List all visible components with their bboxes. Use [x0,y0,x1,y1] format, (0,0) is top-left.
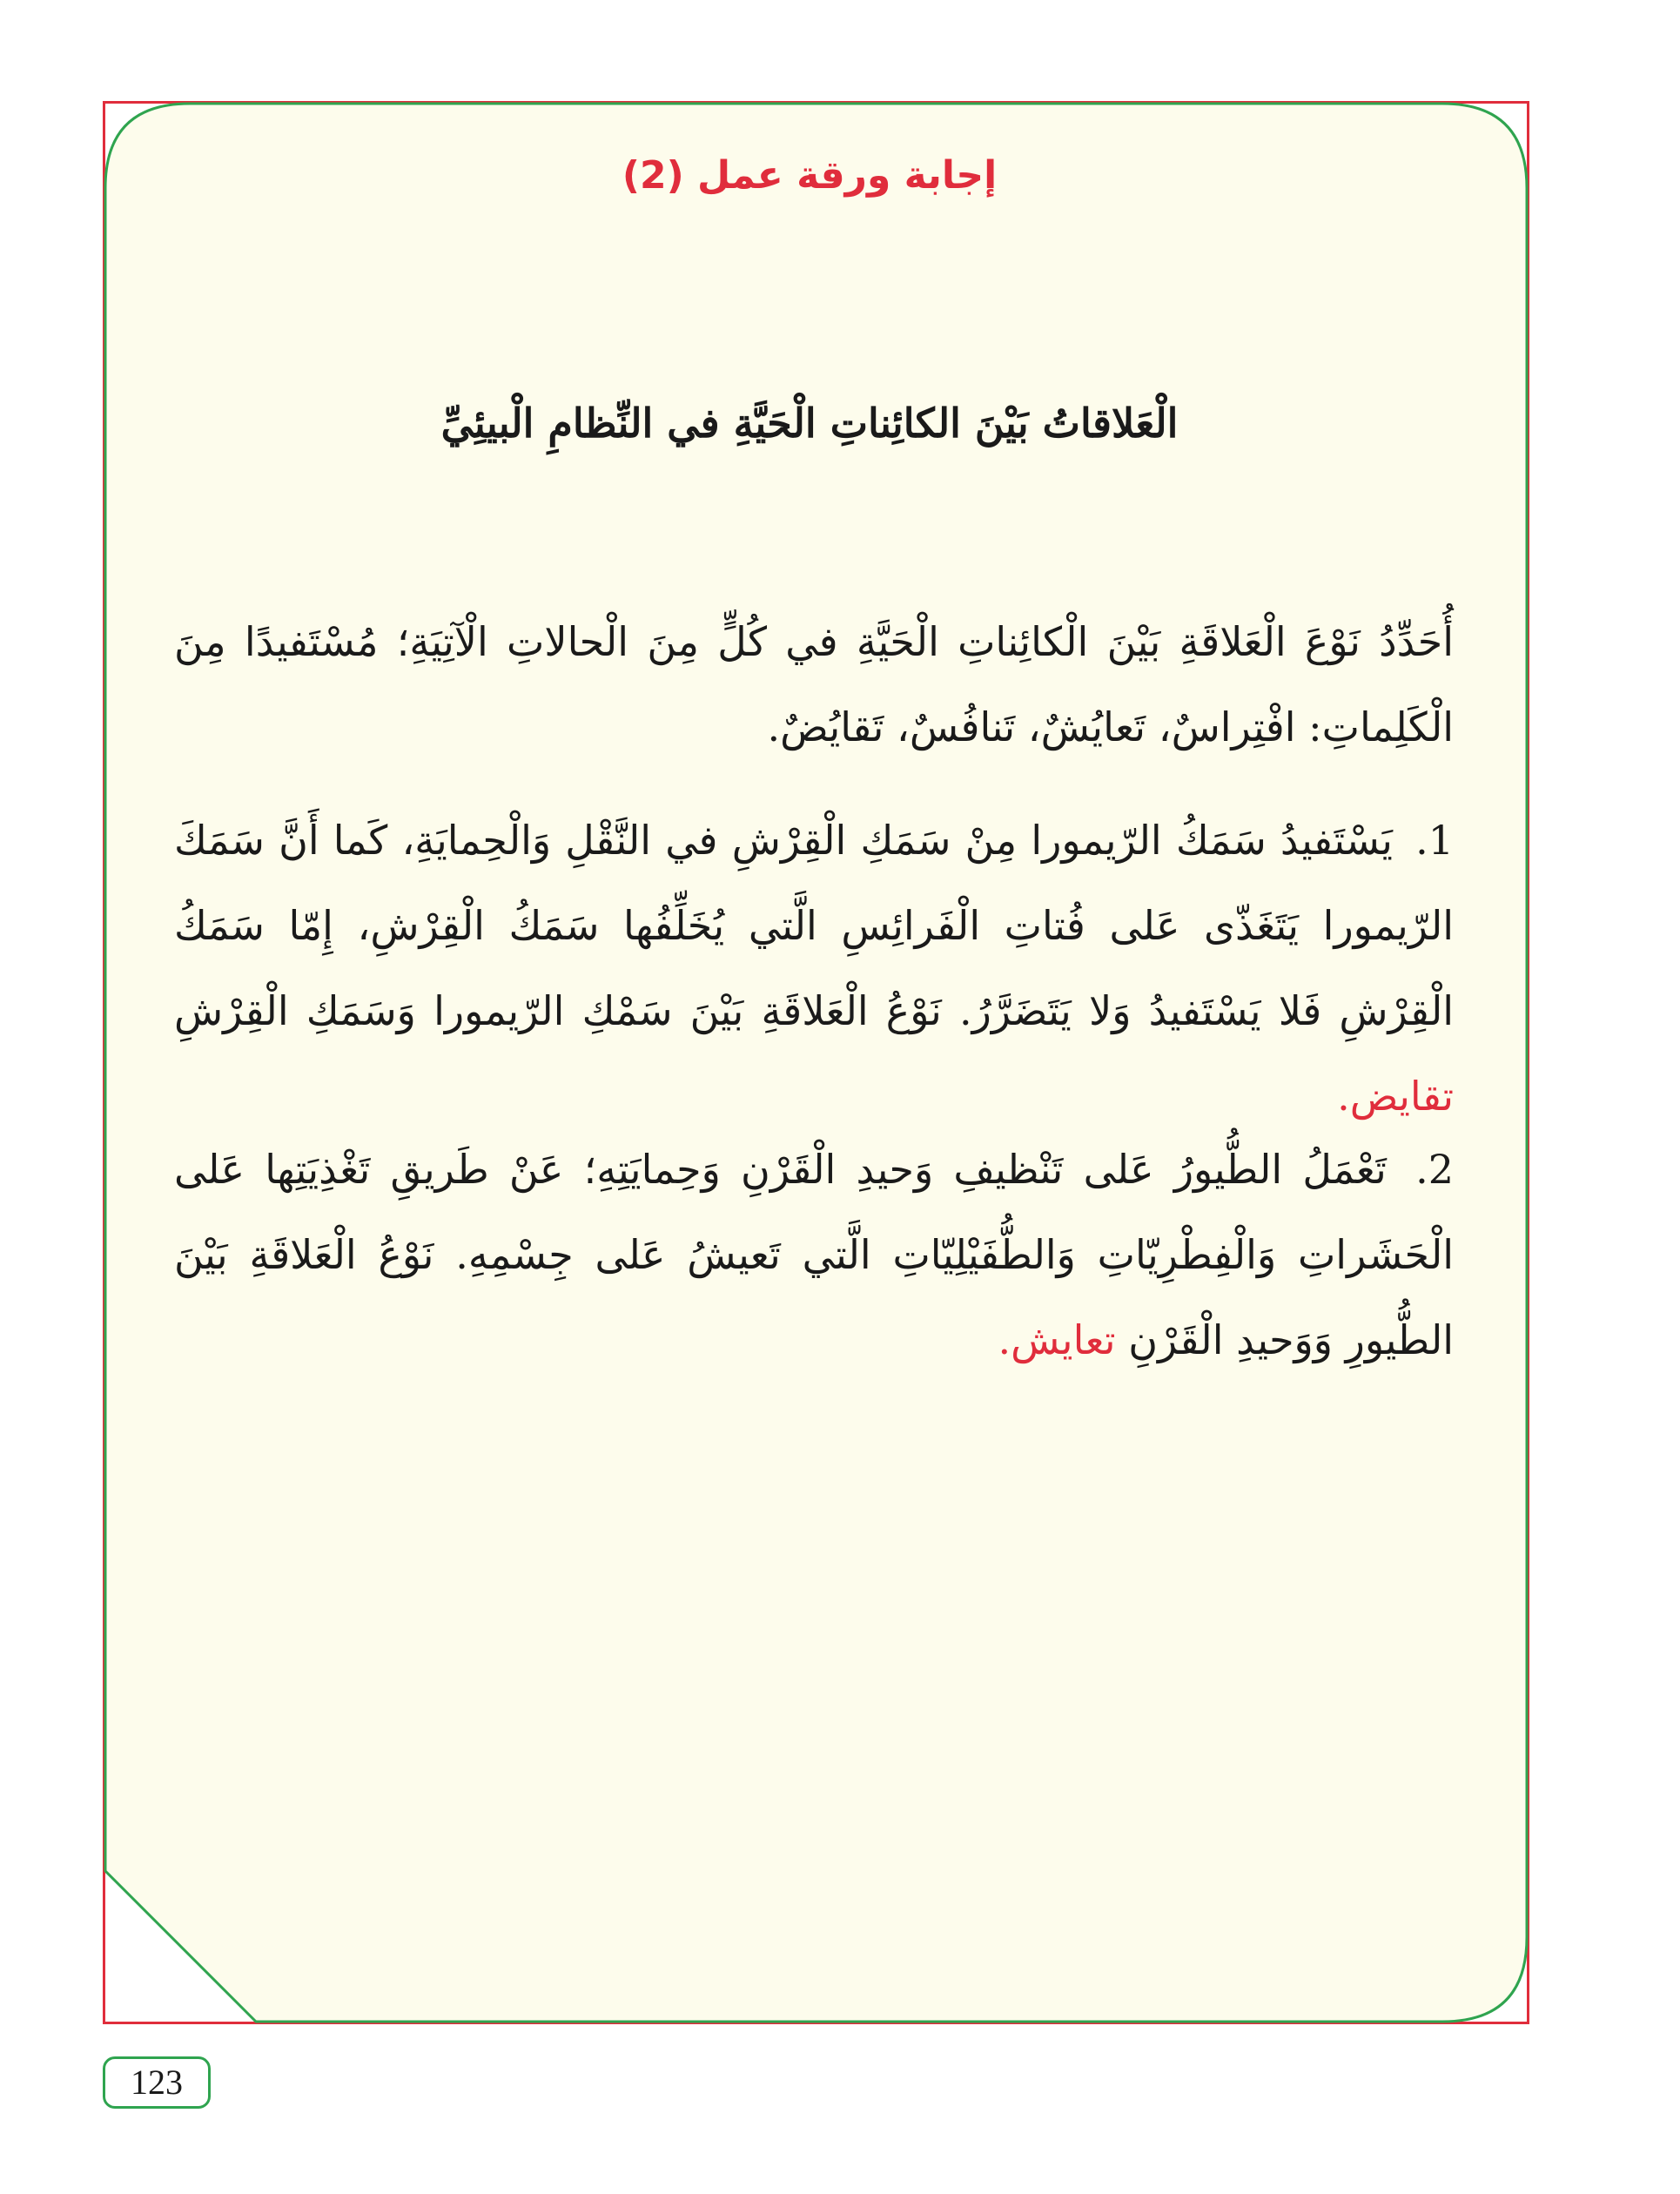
question-2 [174,1127,1454,1383]
question-2-answer: تعايش. [998,1316,1116,1363]
topic-title: الْعَلاقاتُ بَيْنَ الكائِناتِ الْحَيَّةِ في النِّظامِ الْبيئِيِّ [440,400,1179,447]
question-2-text: تَعْمَلُ الطُّيورُ عَلى تَنْظيفِ وَحيدِ الْقَرْنِ وَحِمايَتِهِ؛ عَنْ طَريقِ تَغْذِيَتِها عَلى الْحَشَراتِ وَالْفِطْرِيّاتِ وَالطُّفَيْلِيّاتِ الَّتي تَعيشُ عَلى جِسْمِهِ. نَوْعُ الْعَلاقَةِ بَيْنَ الطُّيورِ وَوَحيدِ الْقَرْنِ [174,1146,1454,1363]
page-number: 123 [103,2056,211,2109]
worksheet-title: إجابة ورقة عمل (2) [622,153,998,198]
question-1 [174,798,1454,1139]
question-1-text: يَسْتَفيدُ سَمَكُ الرّيمورا مِنْ سَمَكِ الْقِرْشِ في النَّقْلِ وَالْحِمايَةِ، كَما أَنَّ سَمَكَ الرّيمورا يَتَغَذّى عَلى فُتاتِ الْفَرائِسِ الَّتي يُخَلِّفُها سَمَكُ الْقِرْشِ، إِمّا سَمَكُ الْقِرْشِ فَلا يَسْتَفيدُ وَلا يَتَضَرَّرُ. نَوْعُ الْعَلاقَةِ بَيْنَ سَمْكِ الرّيمورا وَسَمَكِ الْقِرْشِ [174,817,1454,1034]
question-2-number: 2. [1415,1146,1454,1193]
question-1-answer: تقايض. [1337,1073,1454,1120]
question-1-number: 1. [1415,817,1455,864]
instructions: أُحَدِّدُ نَوْعَ الْعَلاقَةِ بَيْنَ الْكائِناتِ الْحَيَّةِ في كُلٍّ مِنَ الْحالاتِ الْآتِيَةِ؛ مُسْتَفيدًا مِنَ الْكَلِماتِ: افْتِراسٌ، تَعايُشٌ، تَنافُسٌ، تَقايُضٌ. [174,618,1454,750]
